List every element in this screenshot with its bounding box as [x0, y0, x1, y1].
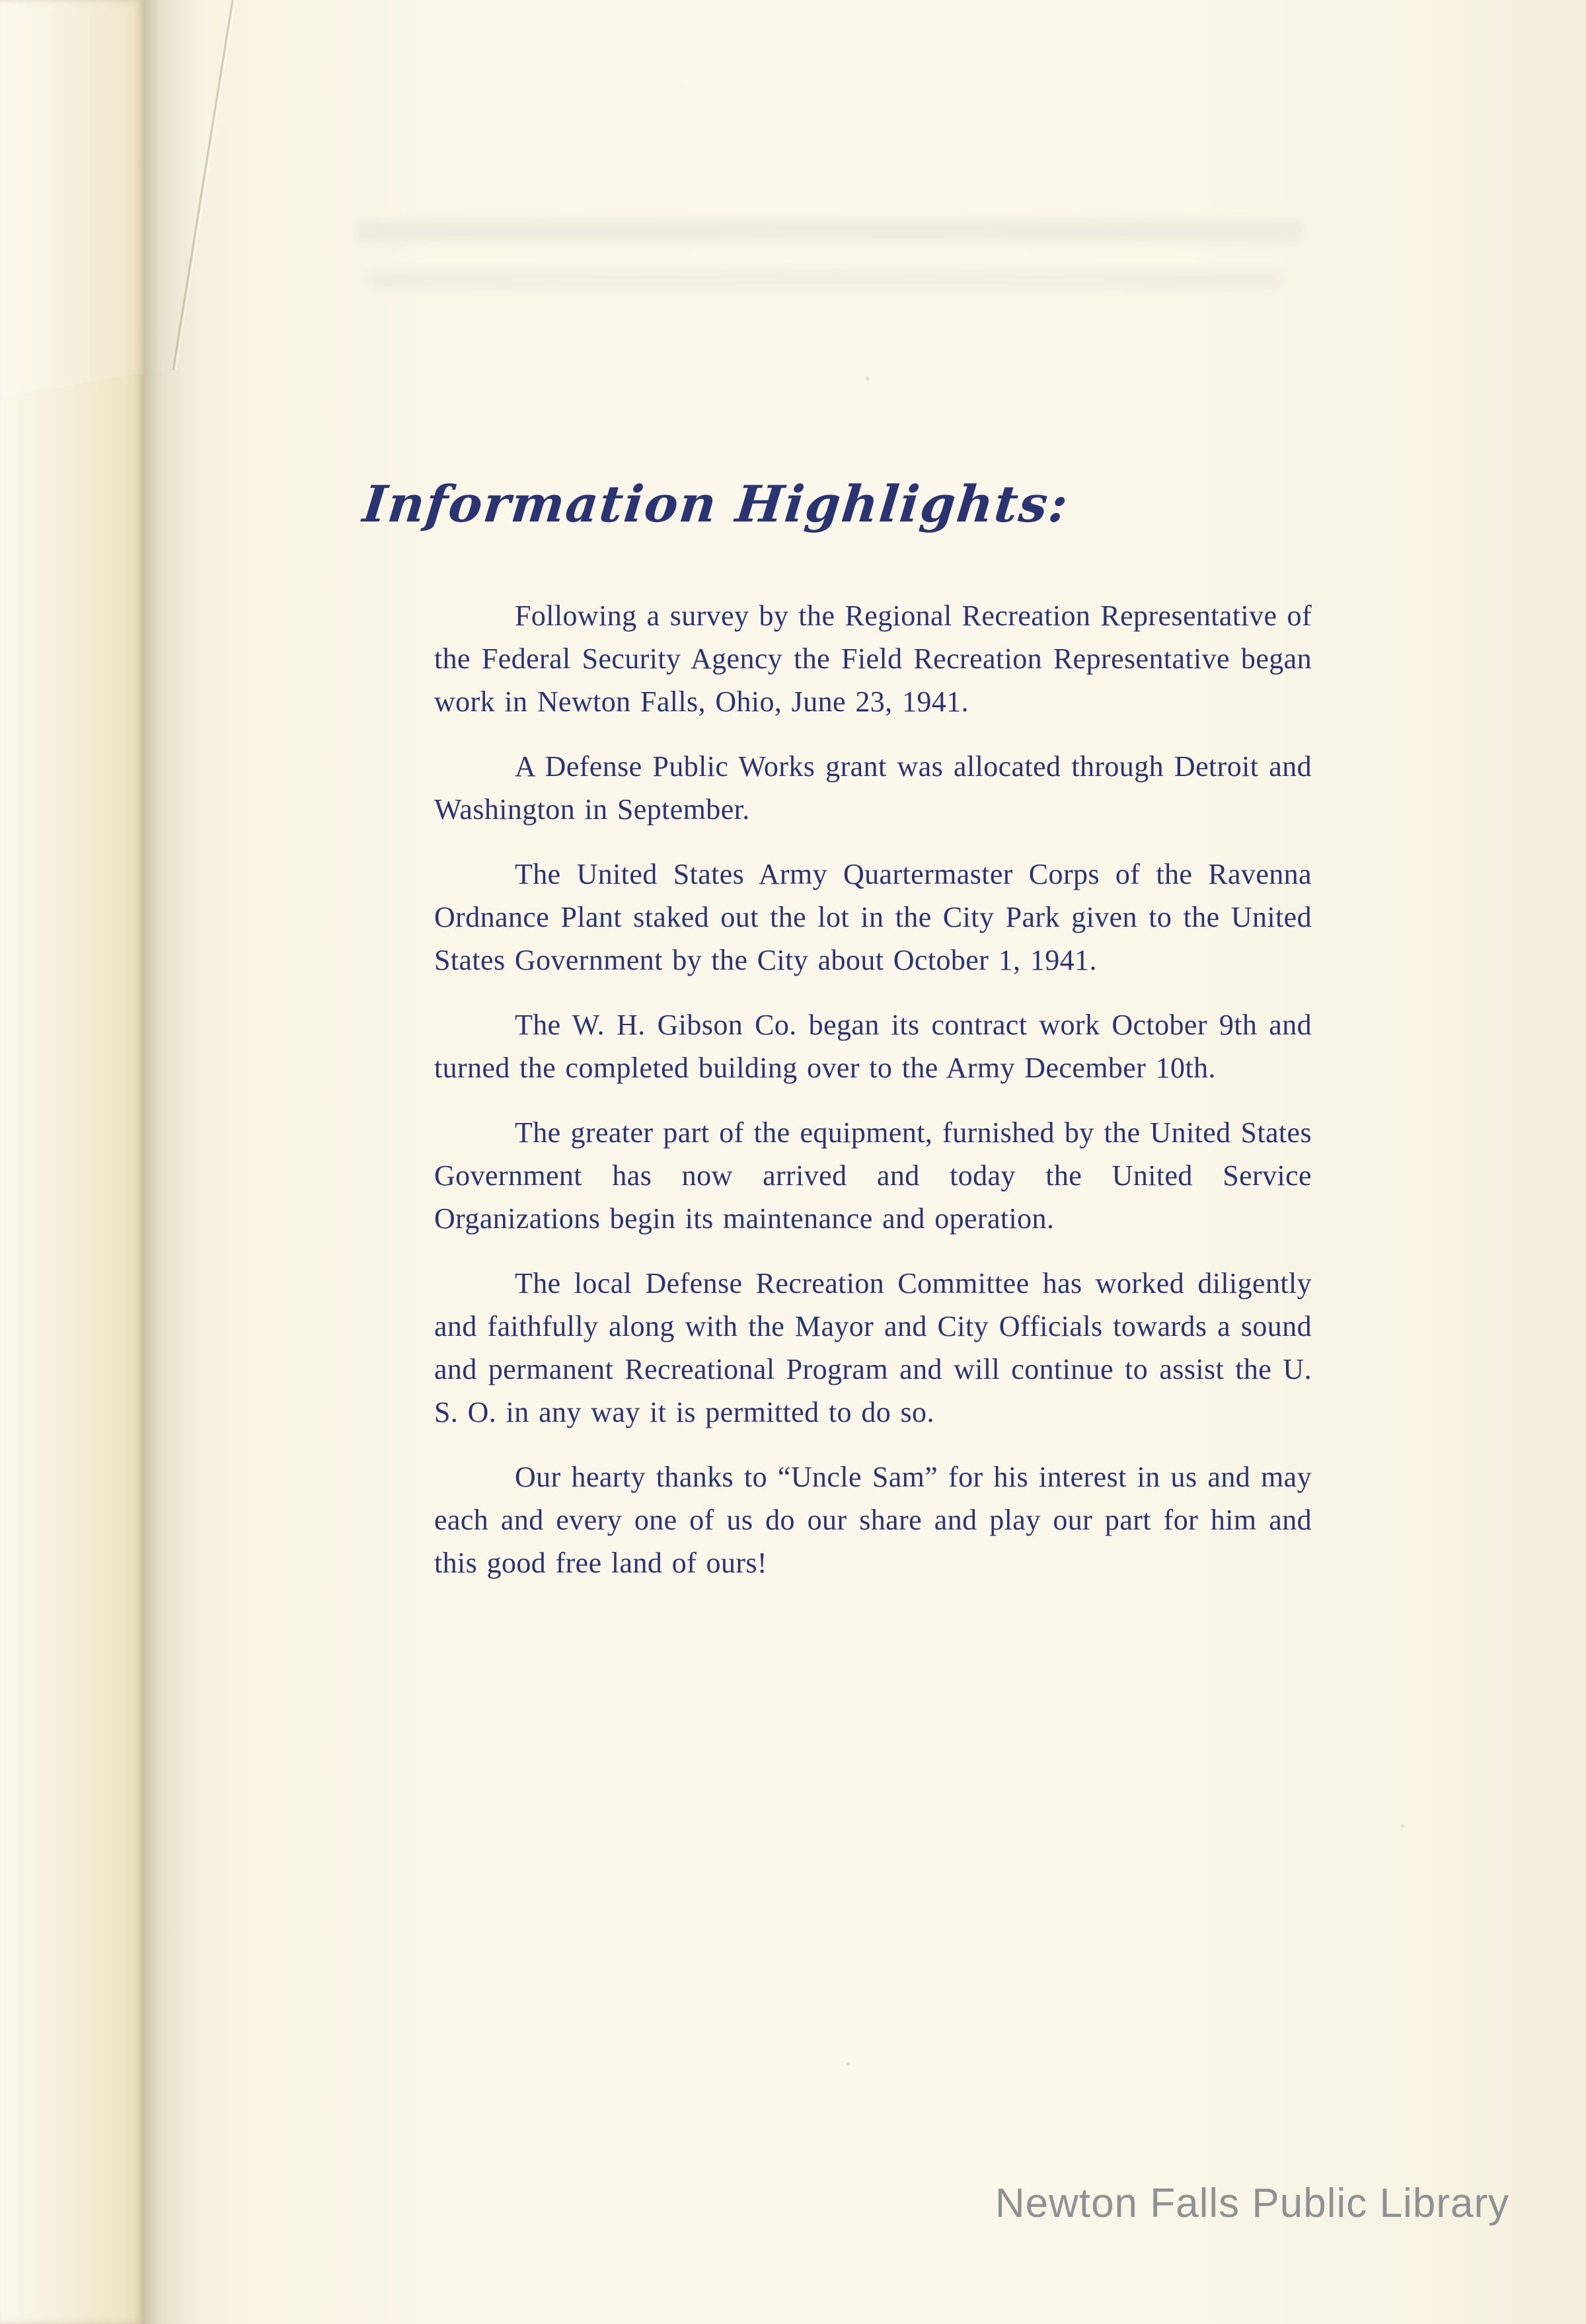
paragraph-quartermaster: The United States Army Quartermaster Corps of the Ravenna Ordnance Plant staked out the lot in the City Park given to the United States Government by the City about October 1, 1941.	[434, 858, 1312, 976]
text-block	[360, 475, 1312, 1606]
paragraph-gibson: The W. H. Gibson Co. began its contract work October 9th and turned the completed building over to the Army December 10th.	[434, 1009, 1312, 1084]
paragraph-equipment: The greater part of the equipment, furnished by the United States Government has now arrived and today the United Service Organizations begin its maintenance and operation.	[434, 1116, 1312, 1235]
page-gutter-shadow	[144, 0, 204, 2324]
paragraph-survey: Following a survey by the Regional Recreation Representative of the Federal Security Agency the Field Recreation Representative began work in Newton Falls, Ohio, June 23, 1941.	[434, 600, 1312, 718]
paragraph-thanks: Our hearty thanks to “Uncle Sam” for his interest in us and may each and every one of us do our share and play our part for him and this good free land of ours!	[434, 1461, 1312, 1579]
paragraph-committee: The local Defense Recreation Committee has worked diligently and faithfully along with the Mayor and City Officials towards a sound and permanent Recreational Program and will continue to assist the U. S. O. in any way it is permitted to do so.	[434, 1267, 1312, 1428]
age-speck	[846, 2062, 850, 2066]
show-through-ghosting	[357, 219, 1302, 242]
paragraph-grant: A Defense Public Works grant was allocated through Detroit and Washington in September.	[434, 750, 1312, 826]
show-through-ghosting	[370, 270, 1282, 290]
age-speck	[1401, 1824, 1404, 1828]
page-title: Information Highlights:	[360, 475, 1072, 533]
age-speck	[866, 377, 870, 381]
library-watermark: Newton Falls Public Library	[995, 2181, 1509, 2226]
corner-fold-highlight	[0, 0, 278, 397]
